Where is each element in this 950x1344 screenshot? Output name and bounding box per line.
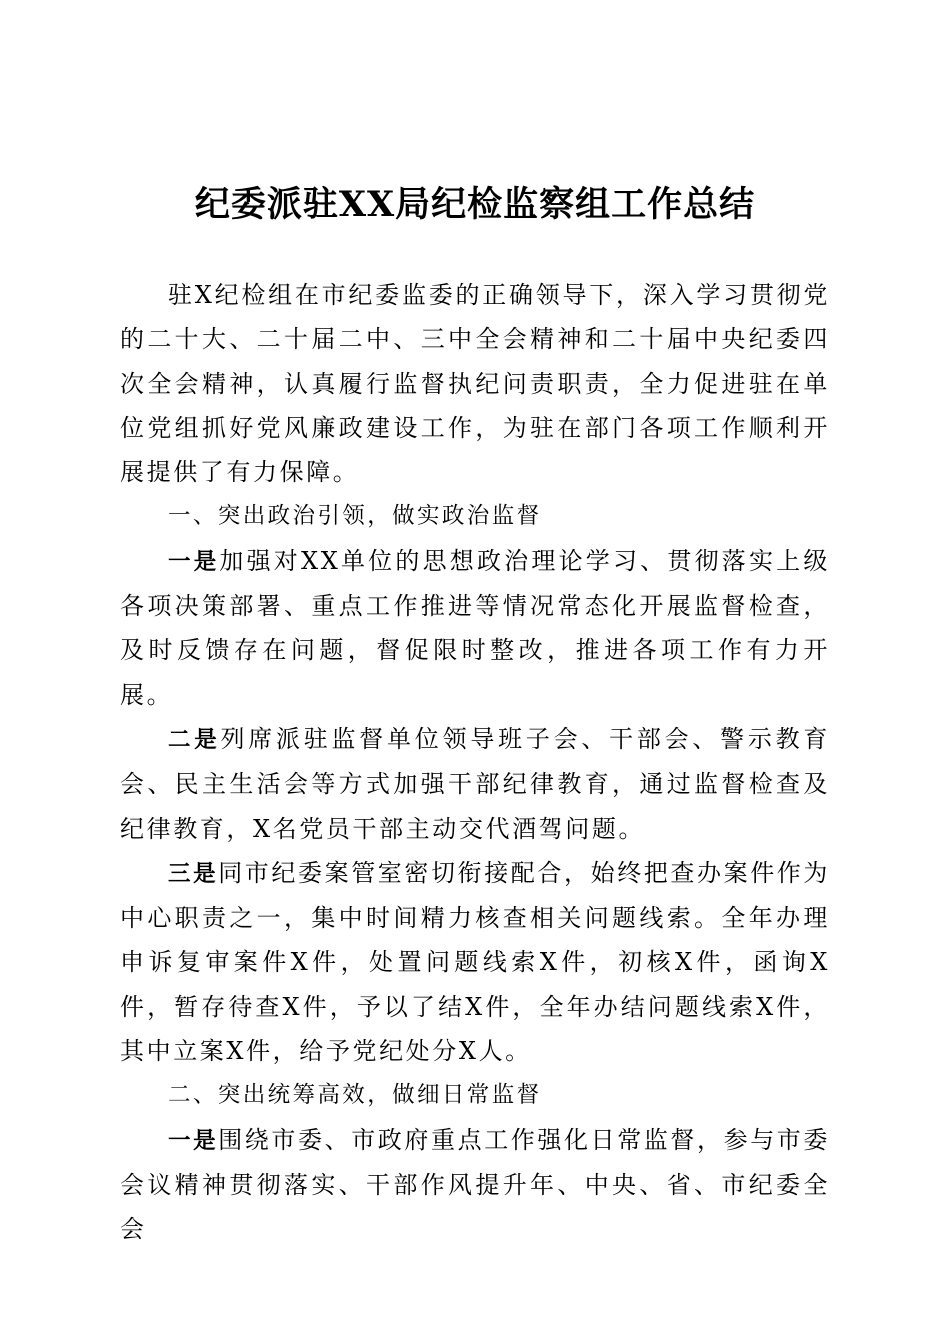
document-body [120,273,830,1252]
document-title: 纪委派驻XX局纪检监察组工作总结 [194,184,756,225]
section-2-heading: 二、突出统筹高效，做细日常监督 [168,1082,542,1109]
item-lead: 三是 [168,860,219,887]
item-text: 同市纪委案管室密切衔接配合，始终把查办案件作为中心职责之一，集中时间精力核查相关问题线索。全年办理申诉复审案件X件，处置问题线索X件，初核X件，函询X件，暂存待查X件，予以了结X件，全年办结问题线索X件，其中立案X件，给予党纪处分X人。 [120,858,831,1066]
item-text: 加强对XX单位的思想政治理论学习、贯彻落实上级各项决策部署、重点工作推进等情况常态化开展监督检查，及时反馈存在问题，督促限时整改，推进各项工作有力开展。 [120,546,830,709]
item-text: 列席派驻监督单位领导班子会、干部会、警示教育会、民主生活会等方式加强干部纪律教育，通过监督检查及纪律教育，X名党员干部主动交代酒驾问题。 [120,724,830,843]
item-lead: 二是 [168,726,221,753]
section-1-item-2 [120,717,830,851]
intro-paragraph: 驻X纪检组在市纪委监委的正确领导下，深入学习贯彻党的二十大、二十届二中、三中全会精神和二十届中央纪委四次全会精神，认真履行监督执纪问责职责，全力促进驻在单位党组抓好党风廉政建设工作，为驻在部门各项工作顺利开展提供了有力保障。 [120,281,830,487]
item-lead: 一是 [168,1127,219,1154]
section-1-item-3 [120,851,830,1073]
section-1-heading: 一、突出政治引领，做实政治监督 [168,503,542,530]
section-1-item-1 [120,539,830,717]
section-2-item-1 [120,1118,830,1252]
item-lead: 一是 [168,548,220,575]
item-text: 围绕市委、市政府重点工作强化日常监督，参与市委会议精神贯彻落实、干部作风提升年、中央、省、市纪委全会 [120,1125,831,1244]
